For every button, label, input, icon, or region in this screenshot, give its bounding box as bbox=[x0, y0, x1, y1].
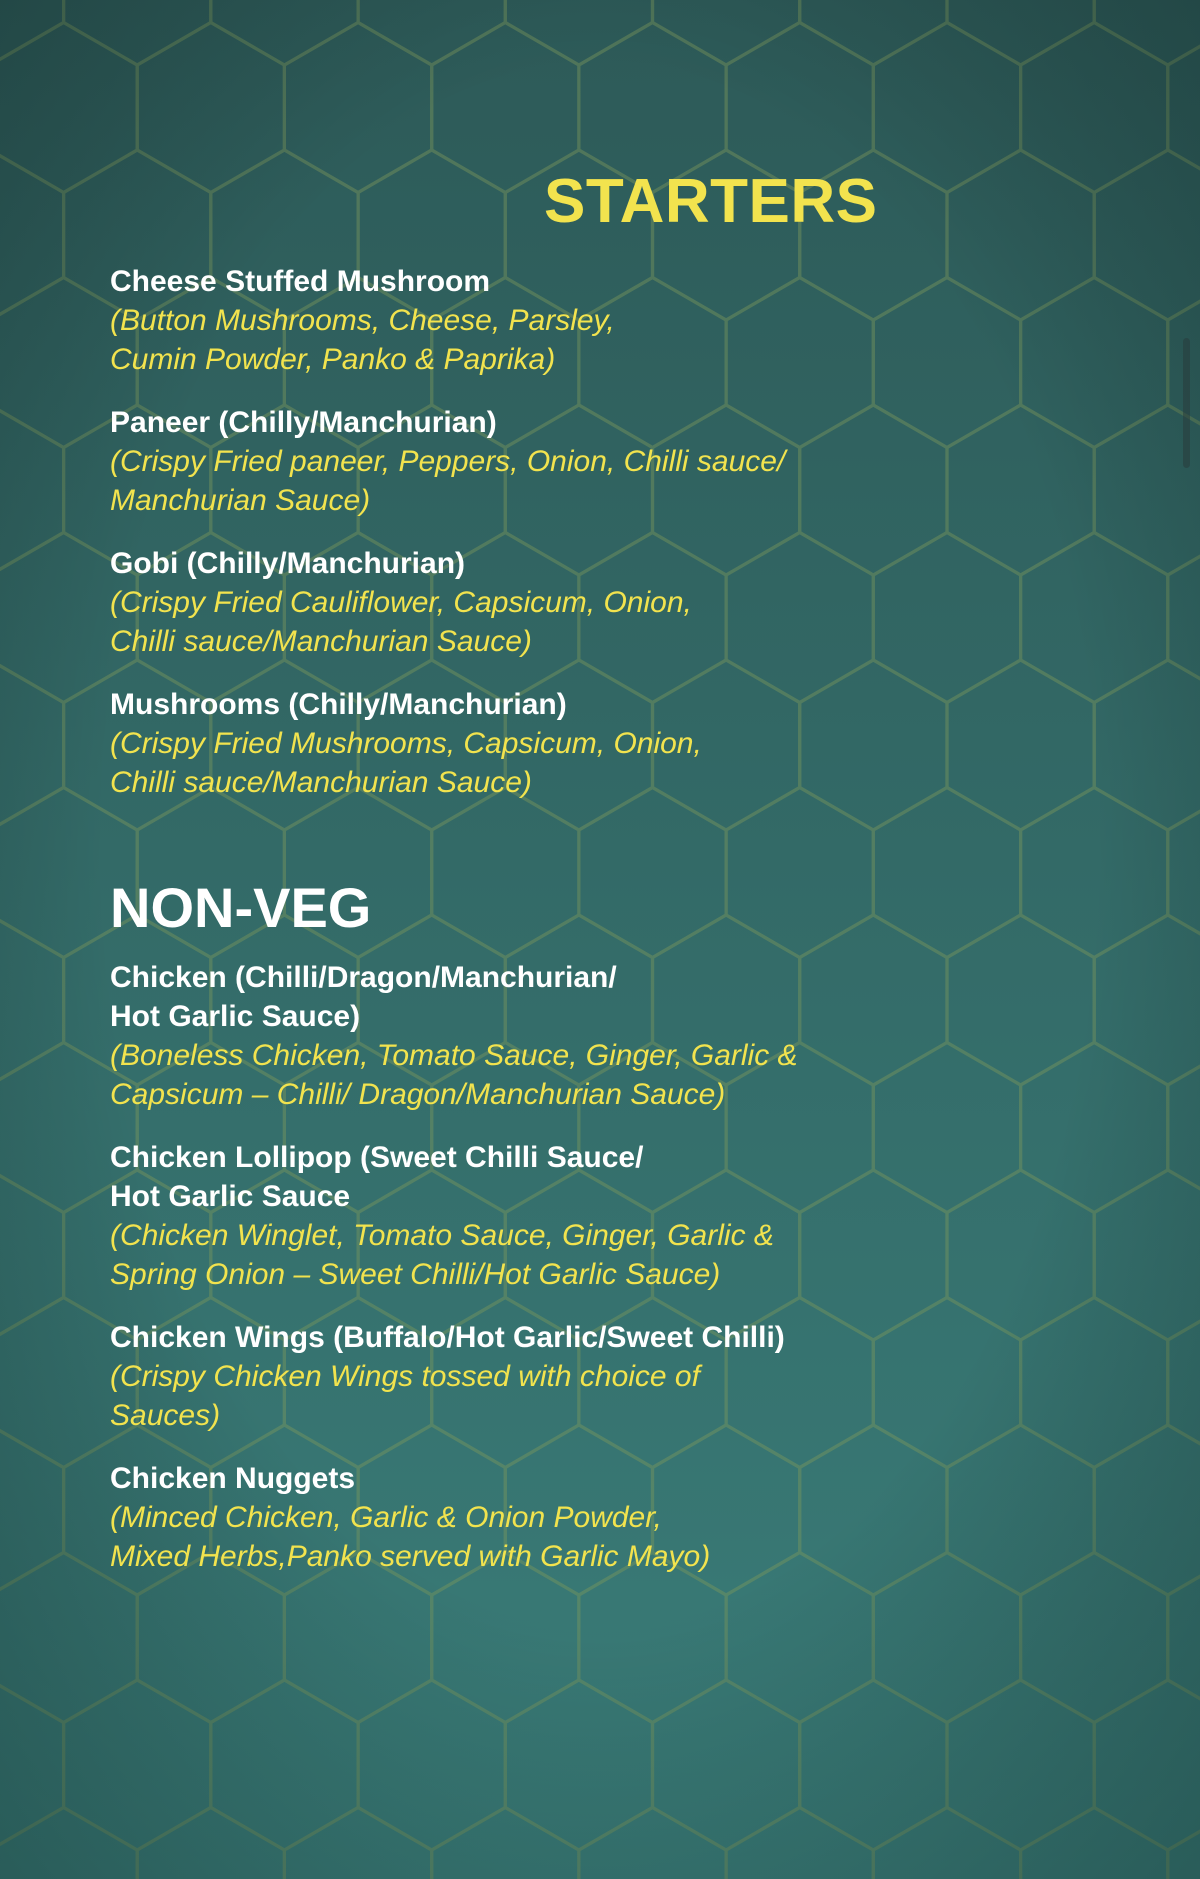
menu-item bbox=[110, 544, 1110, 661]
menu-item bbox=[110, 403, 1110, 520]
item-name: Chicken Lollipop (Sweet Chilli Sauce/ Hot Garlic Sauce bbox=[110, 1141, 644, 1213]
item-name: Chicken Nuggets bbox=[110, 1462, 356, 1495]
nonveg-heading: NON-VEG bbox=[110, 876, 372, 939]
starters-heading: STARTERS bbox=[544, 167, 878, 236]
menu-item bbox=[110, 1318, 1110, 1435]
item-name: Gobi (Chilly/Manchurian) bbox=[110, 547, 466, 580]
starters-list bbox=[110, 262, 1110, 802]
scrollbar-thumb[interactable] bbox=[1183, 338, 1190, 468]
item-description: (Crispy Fried Cauliflower, Capsicum, Onion, Chilli sauce/Manchurian Sauce) bbox=[110, 586, 692, 658]
item-description: (Button Mushrooms, Cheese, Parsley, Cumin Powder, Panko & Paprika) bbox=[110, 304, 615, 376]
item-name: Chicken Wings (Buffalo/Hot Garlic/Sweet Chilli) bbox=[110, 1321, 785, 1354]
item-description: (Crispy Fried Mushrooms, Capsicum, Onion, Chilli sauce/Manchurian Sauce) bbox=[110, 727, 702, 799]
item-description: (Boneless Chicken, Tomato Sauce, Ginger, Garlic & Capsicum – Chilli/ Dragon/Manchurian Sauce) bbox=[110, 1039, 798, 1111]
nonveg-list bbox=[110, 958, 1110, 1576]
item-name: Paneer (Chilly/Manchurian) bbox=[110, 406, 497, 439]
menu-item bbox=[110, 1459, 1110, 1576]
item-description: (Chicken Winglet, Tomato Sauce, Ginger, Garlic & Spring Onion – Sweet Chilli/Hot Garlic Sauce) bbox=[110, 1219, 774, 1291]
item-name: Mushrooms (Chilly/Manchurian) bbox=[110, 688, 567, 721]
menu-item bbox=[110, 685, 1110, 802]
item-name: Chicken (Chilli/Dragon/Manchurian/ Hot Garlic Sauce) bbox=[110, 961, 617, 1033]
menu-item bbox=[110, 958, 1110, 1114]
item-description: (Crispy Fried paneer, Peppers, Onion, Chilli sauce/ Manchurian Sauce) bbox=[110, 445, 786, 517]
item-description: (Crispy Chicken Wings tossed with choice of Sauces) bbox=[110, 1360, 700, 1432]
item-name: Cheese Stuffed Mushroom bbox=[110, 265, 491, 298]
menu-item bbox=[110, 262, 1110, 379]
item-description: (Minced Chicken, Garlic & Onion Powder, Mixed Herbs,Panko served with Garlic Mayo) bbox=[110, 1501, 711, 1573]
menu-item bbox=[110, 1138, 1110, 1294]
